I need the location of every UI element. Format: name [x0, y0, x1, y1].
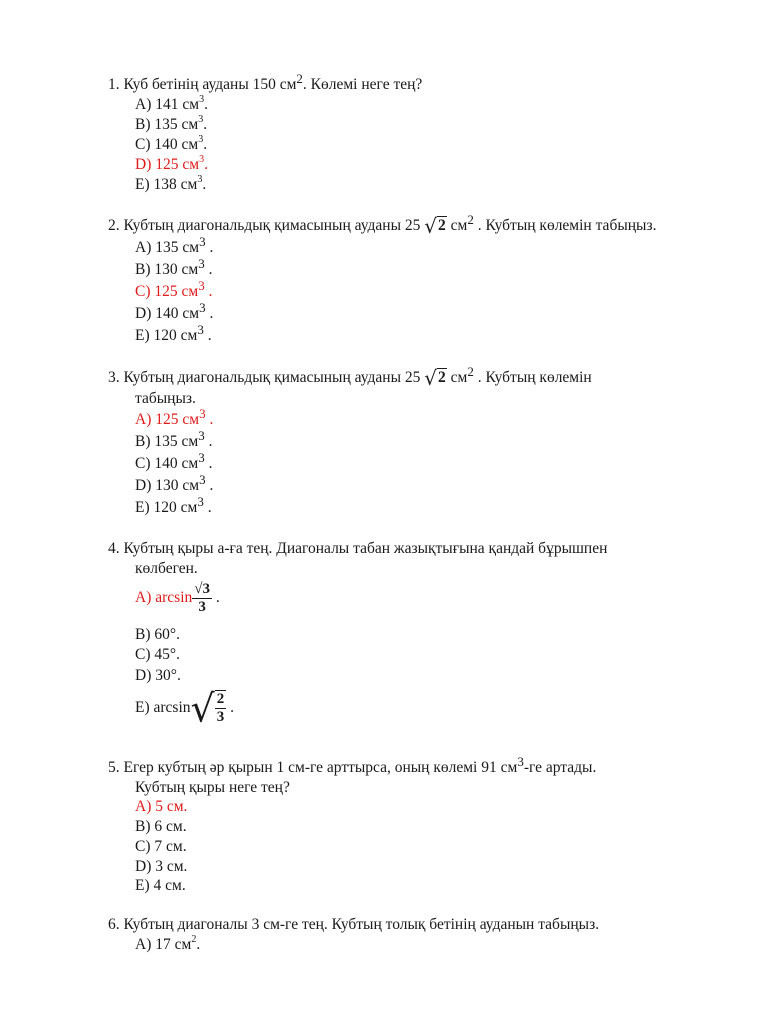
question-3-continuation: табыңыз. — [135, 390, 196, 407]
q3-option-c: C) 140 $см^3$ . — [135, 450, 213, 472]
q1-option-a: A) 141 $см^3$. — [135, 94, 208, 113]
q1-option-c: C) 140 $см^3$. — [135, 134, 208, 153]
question-3: 3. Кубтың диагональдық қимасының ауданы 25 √2 $см^2$ . Кубтың көлемін — [108, 364, 592, 390]
question-2: 2. Кубтың диагональдық қимасының ауданы 25 √2 $см^2$ . Кубтың көлемін табыңыз. — [108, 212, 657, 238]
fraction-sqrt3-over-3: $\frac{√3}{3}$ — [194, 580, 210, 615]
q2-option-d: D) 140 $см^3$ . — [135, 300, 214, 322]
question-1: 1. Куб бетінің ауданы 150 $см^2$. Көлемі неге тең? — [108, 71, 423, 93]
q5-option-c: C) 7 см. — [135, 838, 187, 855]
q6-option-a: A) 17 $см^2$. — [135, 934, 201, 953]
q2-option-b: B) 130 $см^3$ . — [135, 256, 213, 278]
q3-option-b: B) 135 $см^3$ . — [135, 428, 213, 450]
q3-option-a-correct: A) 125 $см^3$ . — [135, 406, 214, 428]
question-4-continuation: көлбеген. — [135, 560, 198, 577]
q3-option-e: E) 120 $см^3$ . — [135, 494, 212, 516]
q2-option-a: A) 135 $см^3$ . — [135, 234, 214, 256]
q5-option-d: D) 3 см. — [135, 858, 188, 875]
q4-option-a-correct: A) arcsin $\frac{√3}{3}$ . — [135, 580, 220, 615]
question-5: 5. Егер кубтың әр қырын 1 см-ге арттырса, оның көлемі 91 $см^3-ге$ артады. — [108, 754, 597, 776]
q2-option-c-correct: C) 125 $см^3$ . — [135, 278, 213, 300]
q1-option-e: E) 138 $см^3$. — [135, 174, 207, 193]
q3-option-d: D) 130 $см^3$ . — [135, 472, 214, 494]
question-5-continuation: Кубтың қыры неге тең? — [135, 779, 290, 796]
q4-option-d: D) 30°. — [135, 667, 181, 684]
q4-option-c: C) 45°. — [135, 646, 180, 663]
q1-option-b: B) 135 $см^3$. — [135, 114, 208, 133]
q5-option-a-correct: A) 5 см. — [135, 798, 188, 815]
q5-option-e: E) 4 см. — [135, 877, 186, 894]
q2-option-e: E) 120 $см^3$ . — [135, 322, 212, 344]
fraction-2-over-3: $\frac{2}{3}$ — [216, 691, 225, 726]
question-6: 6. Кубтың диагоналы 3 см-ге тең. Кубтың толық бетінің ауданын табыңыз. — [108, 916, 600, 933]
sqrt-symbol: √2 — [424, 214, 446, 238]
q5-option-b: B) 6 см. — [135, 818, 187, 835]
question-4: 4. Кубтың қыры a-ға тең. Диагоналы табан жазықтығына қандай бұрышпен — [108, 540, 608, 557]
sqrt-symbol: √2 — [424, 366, 446, 390]
q1-option-d-correct: D) 125 $см^3$. — [135, 154, 208, 173]
q4-option-b: B) 60°. — [135, 626, 180, 643]
q4-option-e: E) arcsin√ $\frac{2}{3}$ . — [135, 686, 234, 731]
sqrt-symbol: √ — [190, 686, 215, 731]
